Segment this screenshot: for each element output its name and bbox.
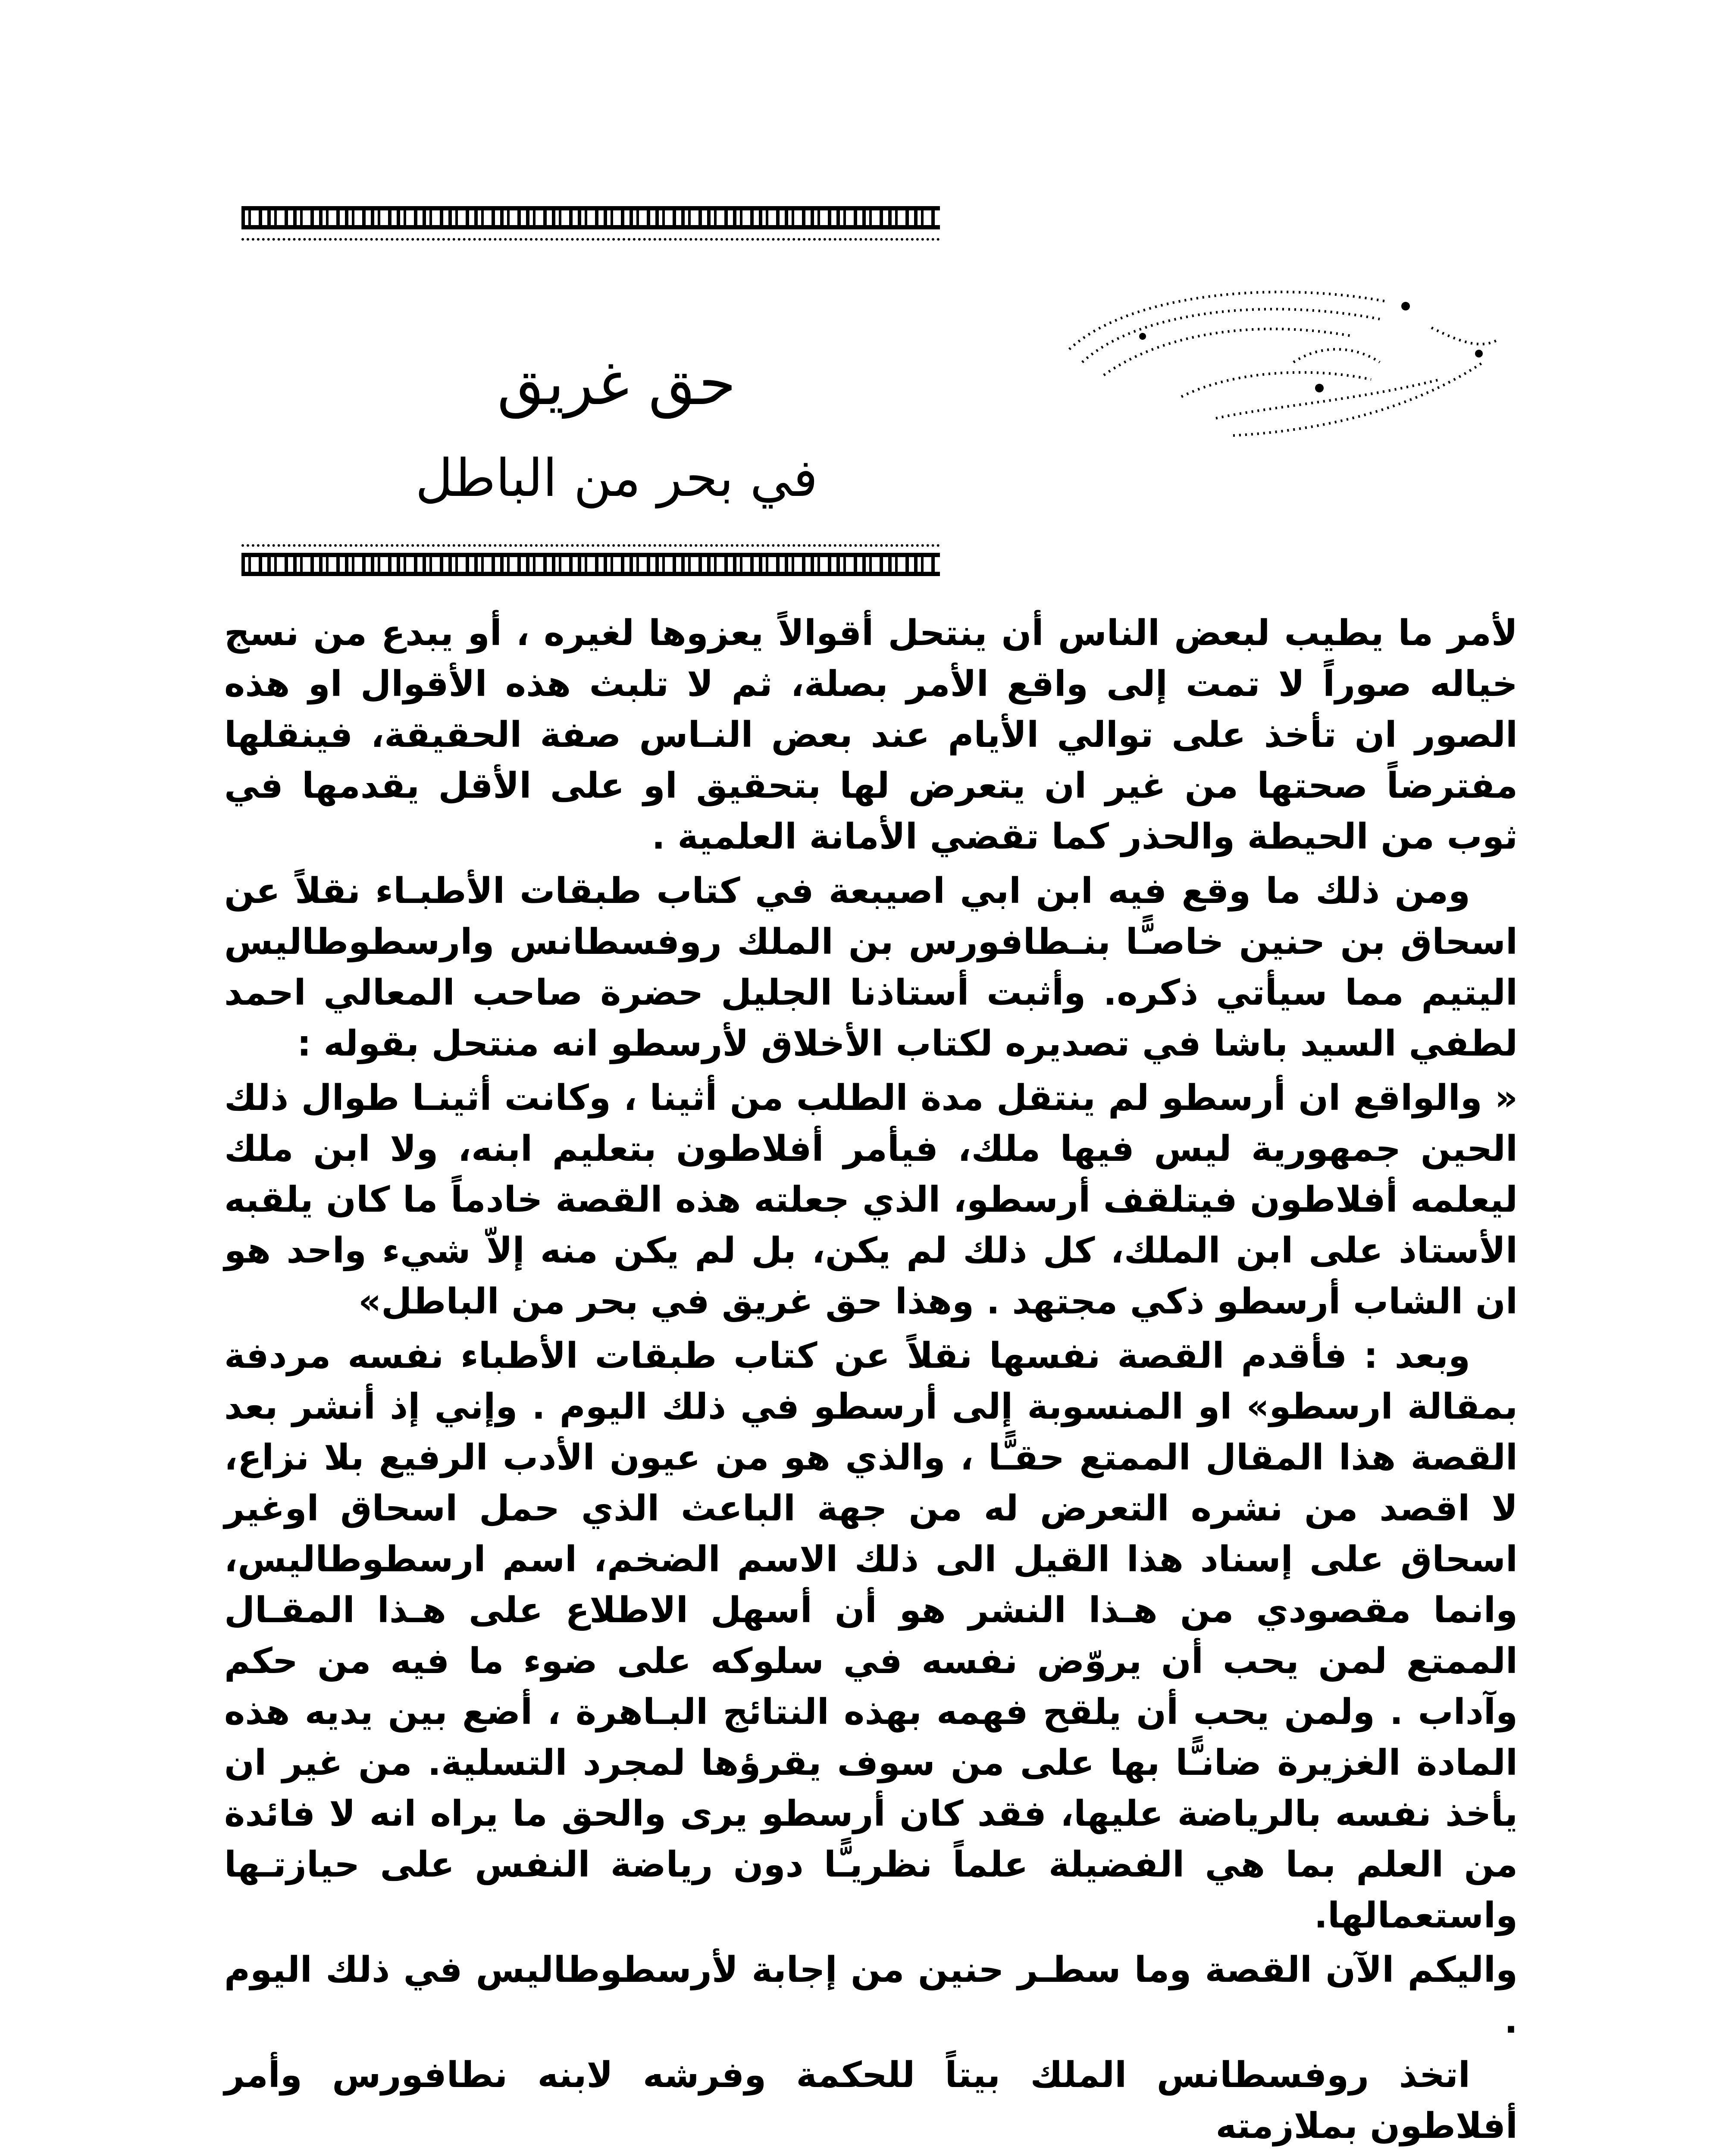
page-title: حق غريق <box>497 348 736 419</box>
ornament-flourish-icon <box>1052 276 1505 457</box>
top-dotted-rule <box>241 238 940 241</box>
paragraph-1: لأمر ما يطيب لبعض الناس أن ينتحل أقوالاً يعزوها لغيره ، أو يبدع من نسج خياله صوراً لا تمت إلى واقع الأمر بصلة، ثم لا تلبث هذه الأقوال او هذه الصور ان تأخذ على توالي الأيام عند بعض النـاس صفة الحقيقة، فينقلها مفترضاً صحتها من غير ان يتعرض لها بتحقيق او على الأقل يقدمها في ثوب من الحيطة والحذر كما تقضي الأمانة العلمية . <box>224 613 1518 857</box>
article-body <box>224 608 1518 2155</box>
paragraph-6: اتخذ روفسطانس الملك بيتاً للحكمة وفرشه لابنه نطافورس وأمر أفلاطون بملازمته <box>224 2055 1518 2147</box>
paragraph-4: وبعد : فأقدم القصة نفسها نقلاً عن كتاب طبقات الأطباء نفسه مردفة بمقالة ارسطو» او المنسوبة إلى أرسطو في ذلك اليوم . وإني إذ أنشر بعد القصة هذا المقال الممتع حقـًّا ، والذي هو من عيون الأدب الرفيع بلا نزاع، لا اقصد من نشره التعرض له من جهة الباعث الذي حمل اسحاق اوغير اسحاق على إسناد هذا القيل الى ذلك الاسم الضخم، اسم ارسطوطاليس، وانما مقصودي من هـذا النشر هو أن أسهل الاطلاع على هـذا المقـال الممتع لمن يحب أن يروّض نفسه في سلوكه على ضوء ما فيه من حكم وآداب . ولمن يحب أن يلقح فهمه بهذه النتائج البـاهرة ، أضع بين يديه هذه المادة الغزيرة ضانـًّا بها على من سوف يقرؤها لمجرد التسلية. من غير ان يأخذ نفسه بالرياضة عليها، فقد كان أرسطو يرى والحق ما يراه انه لا فائدة من العلم بما هي الفضيلة علماً نظريـًّا دون رياضة النفس على حيازتـها واستعمالها. <box>224 1335 1518 1936</box>
paragraph-2: ومن ذلك ما وقع فيه ابن ابي اصيبعة في كتاب طبقات الأطبـاء نقلاً عن اسحاق بن حنين خاصـًّا بنـطافورس بن الملك روفسطانس وارسطوطاليس اليتيم مما سيأتي ذكره. وأثبت أستاذنا الجليل حضرة صاحب المعالي احمد لطفي السيد باشا في تصديره لكتاب الأخلاق لأرسطو انه منتحل بقوله : <box>224 871 1518 1064</box>
bottom-decorative-border <box>241 553 940 576</box>
page-subtitle: في بحر من الباطل <box>415 448 818 508</box>
paragraph-5: واليكم الآن القصة وما سطـر حنين من إجابة لأرسطوطاليس في ذلك اليوم . <box>224 1949 1518 2041</box>
top-decorative-border <box>241 206 940 229</box>
paragraph-3-quote: « والواقع ان أرسطو لم ينتقل مدة الطلب من أثينا ، وكانت أثينـا طوال ذلك الحين جمهورية ليس فيها ملك، فيأمر أفلاطون بتعليم ابنه، ولا ابن ملك ليعلمه أفلاطون فيتلقف أرسطو، الذي جعلته هذه القصة خادماً ما كان يلقبه الأستاذ على ابن الملك، كل ذلك لم يكن، بل لم يكن منه إلاّ شيء واحد هو ان الشاب أرسطو ذكي مجتهد . وهذا حق غريق في بحر من الباطل» <box>224 1078 1518 1322</box>
bottom-dotted-rule <box>241 544 940 547</box>
